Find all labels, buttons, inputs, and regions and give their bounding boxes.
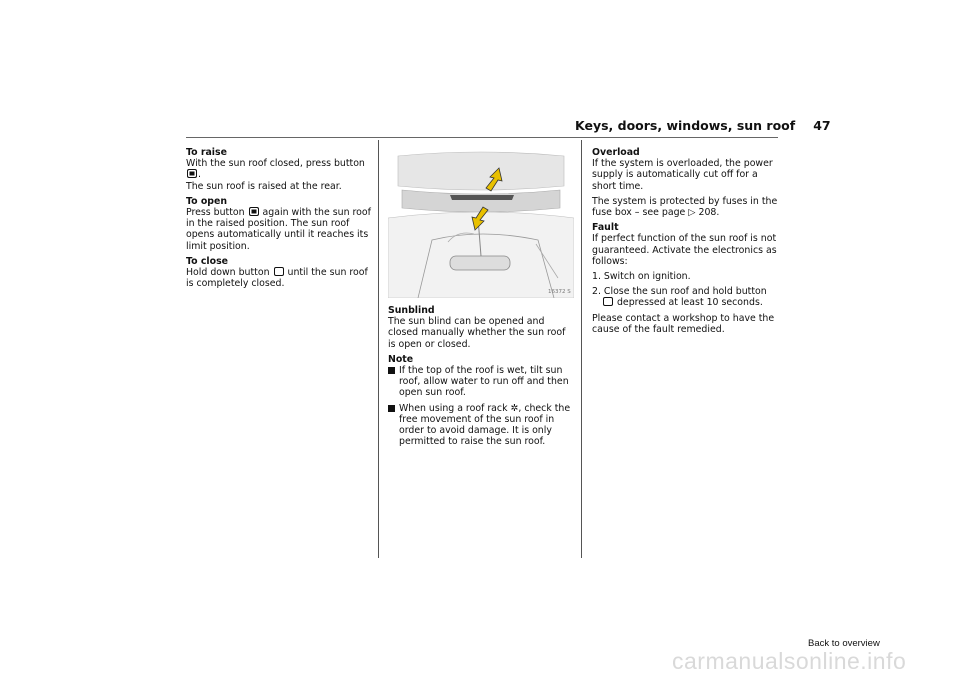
- raise-heading: To raise: [186, 147, 227, 158]
- note-text-end: , check the free movement of the sun roof in order to avoid damage. It is only permitted to raise the sun roof.: [399, 402, 571, 448]
- open-heading: To open: [186, 195, 228, 207]
- close-text-end: until the sun roof is completely closed.: [186, 267, 368, 290]
- open-text-end: again with the sun roof in the raised position. The sun roof opens automatically until it reaches its limit position.: [186, 207, 371, 252]
- page-number: 47: [813, 118, 831, 133]
- fuse-text: The system is protected by fuses in the fuse box – see page: [592, 195, 778, 219]
- column-3: [592, 147, 778, 339]
- fuse-page-ref: 208.: [698, 207, 720, 219]
- contact-paragraph: Please contact a workshop to have the cause of the fault remedied.: [592, 312, 775, 335]
- raise-paragraph: [186, 158, 371, 192]
- overload-heading: Overload: [592, 147, 640, 158]
- open-paragraph: [186, 207, 371, 252]
- tilt-button-icon: [187, 169, 197, 178]
- note-item: [388, 403, 574, 448]
- back-to-overview-link[interactable]: Back to overview: [808, 638, 880, 649]
- raise-text: With the sun roof closed, press button: [186, 158, 365, 170]
- watermark: carmanualsonline.info: [672, 648, 907, 674]
- close-button-icon: [603, 297, 613, 306]
- step-2-text-end: depressed at least 10 seconds.: [616, 297, 763, 309]
- step-2: [592, 286, 778, 308]
- column-2: [388, 305, 574, 451]
- page-header: [575, 118, 831, 133]
- note-heading: Note: [388, 353, 414, 365]
- page-reference-icon: ▷: [688, 207, 696, 219]
- roof-rack-icon: ✲: [510, 402, 519, 414]
- fault-heading: Fault: [592, 222, 619, 234]
- sunblind-heading: Sunblind: [388, 305, 435, 316]
- close-heading: To close: [186, 255, 229, 267]
- open-text: Press button: [186, 207, 245, 219]
- column-divider-1: [378, 140, 379, 558]
- note-item: If the top of the roof is wet, tilt sun roof, allow water to run off and then open sun roof.: [388, 365, 574, 399]
- sunroof-illustration: [388, 148, 574, 298]
- step-1: 1. Switch on ignition.: [592, 271, 691, 283]
- overload-paragraph: If the system is overloaded, the power supply is automatically cut off for a short time.: [592, 158, 773, 192]
- header-rule: [186, 137, 778, 138]
- step-2-text: 2. Close the sun roof and hold button: [592, 286, 767, 298]
- raise-result: The sun roof is raised at the rear.: [186, 180, 342, 192]
- chapter-title: Keys, doors, windows, sun roof: [575, 118, 796, 133]
- close-text: Hold down button: [186, 267, 270, 279]
- close-button-icon: [274, 267, 284, 276]
- note-text: When using a roof rack: [399, 402, 508, 414]
- fault-paragraph: If perfect function of the sun roof is not guaranteed. Activate the electronics as follows:: [592, 233, 777, 267]
- close-paragraph: [186, 267, 371, 289]
- column-divider-2: [581, 140, 582, 558]
- fuse-paragraph: [592, 196, 778, 218]
- tilt-button-icon: [249, 207, 259, 216]
- column-1: [186, 147, 371, 293]
- figure-code: 16372 S: [548, 289, 571, 295]
- raise-text-end: .: [198, 169, 201, 181]
- sunblind-paragraph: The sun blind can be opened and closed manually whether the sun roof is open or closed.: [388, 316, 566, 350]
